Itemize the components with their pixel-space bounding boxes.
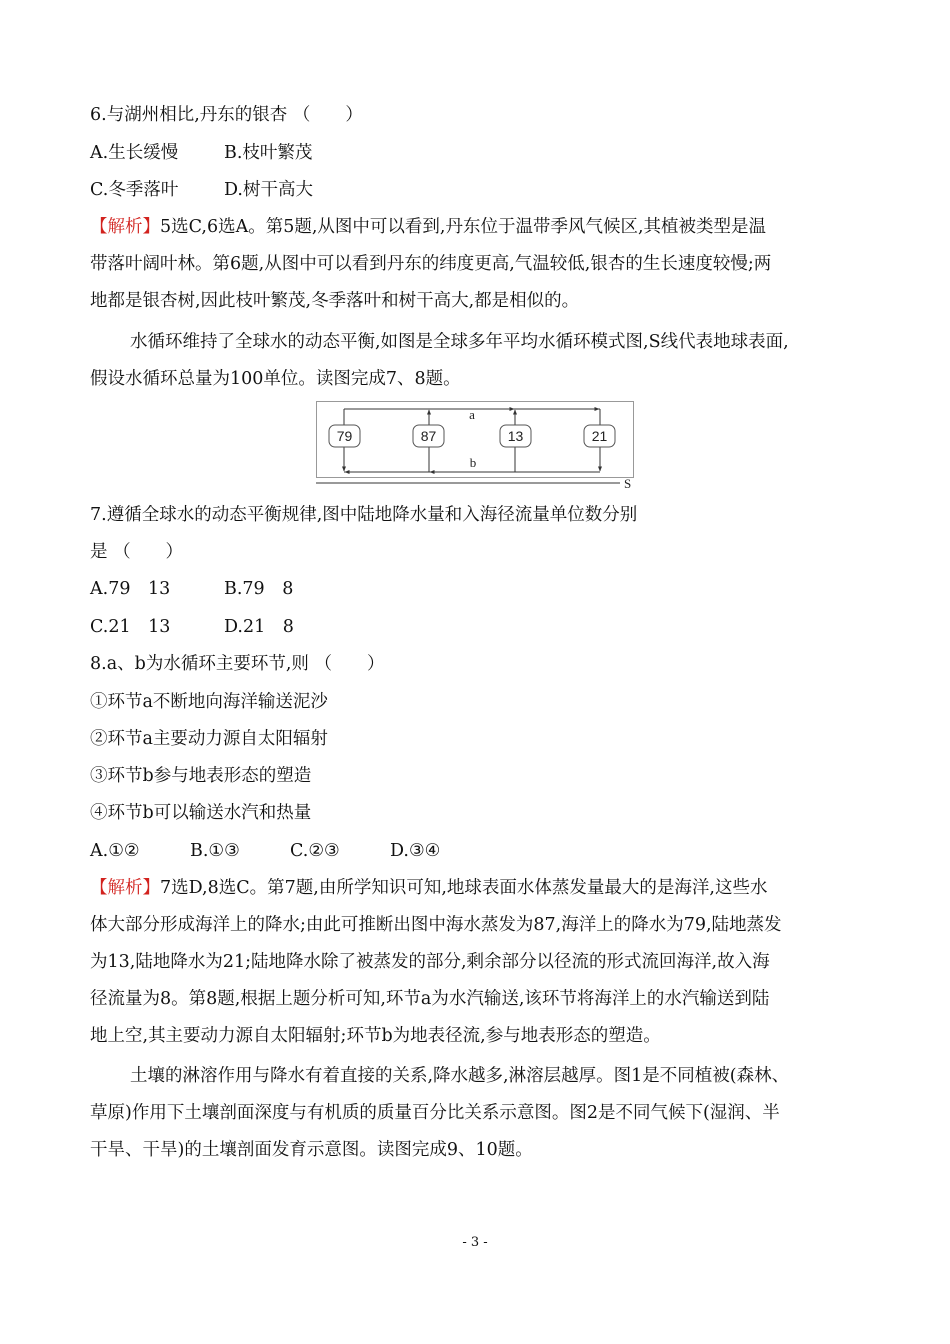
analysis-tag: 【解析】 [90,878,160,898]
analysis-1-text: 5选C,6选A。第5题,从图中可以看到,丹东位于温带季风气候区,其植被类型是温 [160,217,767,237]
q8-option-d: D.③④ [390,841,441,861]
label-b: b [469,455,477,470]
q6-option-b: B.枝叶繁茂 [224,143,313,163]
analysis-2-line1 [90,876,767,900]
analysis-2-line5: 地上空,其主要动力源自太阳辐射;环节b为地表径流,参与地表形态的塑造。 [90,1026,661,1046]
intro-3-line1: 土壤的淋溶作用与降水有着直接的关系,降水越多,淋溶层越厚。图1是不同植被(森林、 [130,1066,790,1086]
q6-stem: 6.与湖州相比,丹东的银杏 （ ） [90,105,363,125]
q7-options-row2 [90,615,294,639]
intro-3-line3: 干旱、干旱)的土壤剖面发育示意图。读图完成9、10题。 [90,1140,533,1160]
q8-option-a: A.①② [90,841,140,861]
q7-stem-line1: 7.遵循全球水的动态平衡规律,图中陆地降水量和入海径流量单位数分别 [90,505,638,525]
q6-option-c: C.冬季落叶 [90,180,179,200]
intro-3-line2: 草原)作用下土壤剖面深度与有机质的质量百分比关系示意图。图2是不同气候下(湿润、半 [90,1103,780,1123]
box-21-label: 21 [591,428,608,444]
box-79-label: 79 [336,428,353,444]
q8-item-4: ④环节b可以输送水汽和热量 [90,803,312,823]
analysis-1-line3: 地都是银杏树,因此枝叶繁茂,冬季落叶和树干高大,都是相似的。 [90,291,580,311]
q7-option-d: D.21 8 [224,617,294,637]
q8-option-b: B.①③ [190,841,240,861]
analysis-2-line4: 径流量为8。第8题,根据上题分析可知,环节a为水汽输送,该环节将海洋上的水汽输送到陆 [90,989,770,1009]
q7-option-b: B.79 8 [224,579,294,599]
analysis-2-line3: 为13,陆地降水为21;陆地降水除了被蒸发的部分,剩余部分以径流的形式流回海洋,故入海 [90,952,770,972]
label-s: S [624,476,632,489]
q6-options-row2 [90,178,313,202]
q7-option-a: A.79 13 [90,579,171,599]
q7-option-c: C.21 13 [90,617,171,637]
q6-option-d: D.树干高大 [224,180,313,200]
q8-stem: 8.a、b为水循环主要环节,则 （ ） [90,654,385,674]
box-87-label: 87 [420,428,437,444]
q7-options-row1 [90,577,293,601]
analysis-1-line2: 带落叶阔叶林。第6题,从图中可以看到丹东的纬度更高,气温较低,银杏的生长速度较慢;两 [90,254,772,274]
q8-item-3: ③环节b参与地表形态的塑造 [90,766,312,786]
q8-options-row [90,839,440,863]
q6-option-a: A.生长缓慢 [90,143,179,163]
intro-2-line2: 假设水循环总量为100单位。读图完成7、8题。 [90,369,461,389]
q8-item-1: ①环节a不断地向海洋输送泥沙 [90,692,328,712]
page-number: - 3 - [462,1235,488,1250]
analysis-2-text: 7选D,8选C。第7题,由所学知识可知,地球表面水体蒸发量最大的是海洋,这些水 [160,878,768,898]
q7-stem-line2: 是 （ ） [90,542,184,562]
intro-2-line1: 水循环维持了全球水的动态平衡,如图是全球多年平均水循环模式图,S线代表地球表面, [130,332,789,352]
label-a: a [469,407,475,422]
box-13-label: 13 [507,428,524,444]
analysis-1-line1 [90,215,766,239]
analysis-tag: 【解析】 [90,217,160,237]
q6-options-row1 [90,141,312,165]
analysis-2-line2: 体大部分形成海洋上的降水;由此可推断出图中海水蒸发为87,海洋上的降水为79,陆地蒸发 [90,915,782,935]
water-cycle-diagram [316,401,634,489]
q8-option-c: C.②③ [290,841,340,861]
q8-item-2: ②环节a主要动力源自太阳辐射 [90,729,328,749]
